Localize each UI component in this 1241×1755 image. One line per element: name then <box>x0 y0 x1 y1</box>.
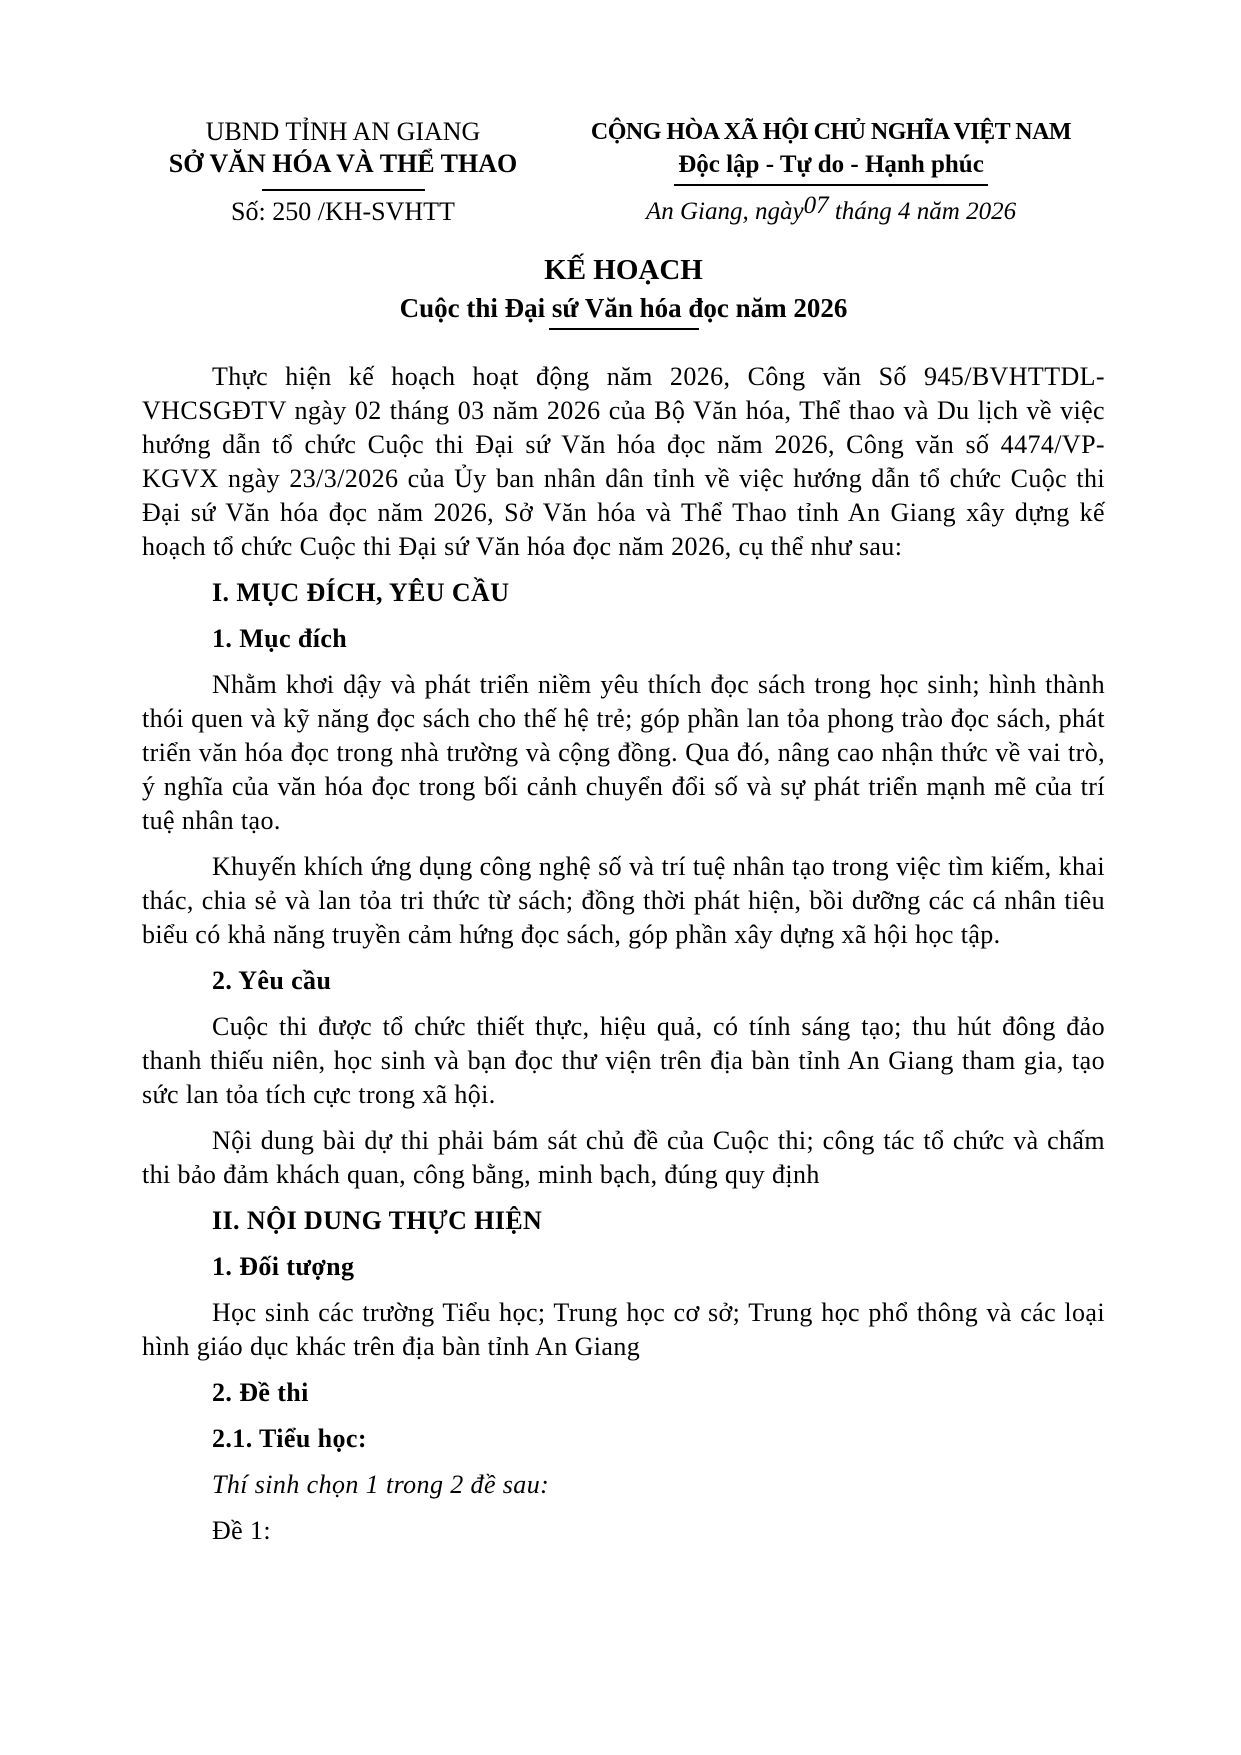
subtitle-separator-rule <box>549 328 699 330</box>
national-emblem-block <box>557 116 1105 186</box>
document-date <box>557 192 1105 228</box>
subheading-yeu-cau: 2. Yêu cầu <box>212 966 332 995</box>
document-body <box>142 360 1105 1548</box>
document-title: KẾ HOẠCH <box>544 254 703 286</box>
section-heading-1: I. MỤC ĐÍCH, YÊU CẦU <box>212 578 510 607</box>
issuing-agency-name: SỞ VĂN HÓA VÀ THỂ THAO <box>168 149 518 178</box>
date-suffix: tháng 4 năm 2026 <box>828 198 1017 225</box>
issuing-agency-block <box>142 116 544 191</box>
yeu-cau-paragraph-1: Cuộc thi được tổ chức thiết thực, hiệu quả, có tính sáng tạo; thu hút đông đảo thanh thiếu niên, học sinh và bạn đọc thư viện trên địa bàn tỉnh An Giang tham gia, tạo sức lan tỏa tích cực trong xã hội. <box>142 1012 1105 1109</box>
tieu-hoc-note: Thí sinh chọn 1 trong 2 đề sau: <box>212 1470 550 1499</box>
subheading-de-thi: 2. Đề thi <box>212 1378 309 1407</box>
national-motto: Độc lập - Tự do - Hạnh phúc <box>674 149 988 186</box>
agency-separator-rule <box>262 189 425 191</box>
title-block <box>142 252 1105 330</box>
date-prefix: An Giang, ngày <box>645 198 804 225</box>
document-header <box>142 116 1105 191</box>
national-title: CỘNG HÒA XÃ HỘI CHỦ NGHĨA VIỆT NAM <box>590 119 1072 145</box>
date-day-handwritten: 07 <box>803 192 829 219</box>
subheading-muc-dich: 1. Mục đích <box>212 624 348 653</box>
intro-paragraph: Thực hiện kế hoạch hoạt động năm 2026, Công văn Số 945/BVHTTDL-VHCSGĐTV ngày 02 tháng 03 năm 2026 của Bộ Văn hóa, Thể thao và Du lịch về việc hướng dẫn tổ chức Cuộc thi Đại sứ Văn hóa đọc năm 2026, Công văn số 4474/VP-KGVX ngày 23/3/2026 của Ủy ban nhân dân tỉnh về việc hướng dẫn tổ chức Cuộc thi Đại sứ Văn hóa đọc năm 2026, Sở Văn hóa và Thể Thao tỉnh An Giang xây dựng kế hoạch tổ chức Cuộc thi Đại sứ Văn hóa đọc năm 2026, cụ thể như sau: <box>142 362 1105 561</box>
muc-dich-paragraph-2: Khuyến khích ứng dụng công nghệ số và trí tuệ nhân tạo trong việc tìm kiếm, khai thác, chia sẻ và lan tỏa tri thức từ sách; đồng thời phát hiện, bồi dưỡng các cá nhân tiêu biểu có khả năng truyền cảm hứng đọc sách, góp phần xây dựng xã hội học tập. <box>142 852 1105 949</box>
section-heading-2: II. NỘI DUNG THỰC HIỆN <box>212 1206 543 1235</box>
document-meta-row <box>142 192 1105 228</box>
national-motto-wrap <box>557 148 1105 186</box>
document-subtitle: Cuộc thi Đại sứ Văn hóa đọc năm 2026 <box>399 293 848 323</box>
subheading-tieu-hoc: 2.1. Tiểu học: <box>212 1424 367 1453</box>
parent-agency-name: UBND TỈNH AN GIANG <box>205 117 481 146</box>
subheading-doi-tuong: 1. Đối tượng <box>212 1252 355 1281</box>
doi-tuong-paragraph: Học sinh các trường Tiểu học; Trung học cơ sở; Trung học phổ thông và các loại hình giáo dục khác trên địa bàn tỉnh An Giang <box>142 1298 1105 1361</box>
yeu-cau-paragraph-2: Nội dung bài dự thi phải bám sát chủ đề của Cuộc thi; công tác tổ chức và chấm thi bảo đảm khách quan, công bằng, minh bạch, đúng quy định <box>142 1126 1105 1189</box>
document-number: Số: 250 /KH-SVHTT <box>231 197 455 226</box>
muc-dich-paragraph-1: Nhằm khơi dậy và phát triển niềm yêu thích đọc sách trong học sinh; hình thành thói quen và kỹ năng đọc sách cho thế hệ trẻ; góp phần lan tỏa phong trào đọc sách, phát triển văn hóa đọc trong nhà trường và cộng đồng. Qua đó, nâng cao nhận thức về vai trò, ý nghĩa của văn hóa đọc trong bối cảnh chuyển đổi số và sự phát triển mạnh mẽ của trí tuệ nhân tạo. <box>142 670 1105 835</box>
de-1-label: Đề 1: <box>212 1516 272 1545</box>
